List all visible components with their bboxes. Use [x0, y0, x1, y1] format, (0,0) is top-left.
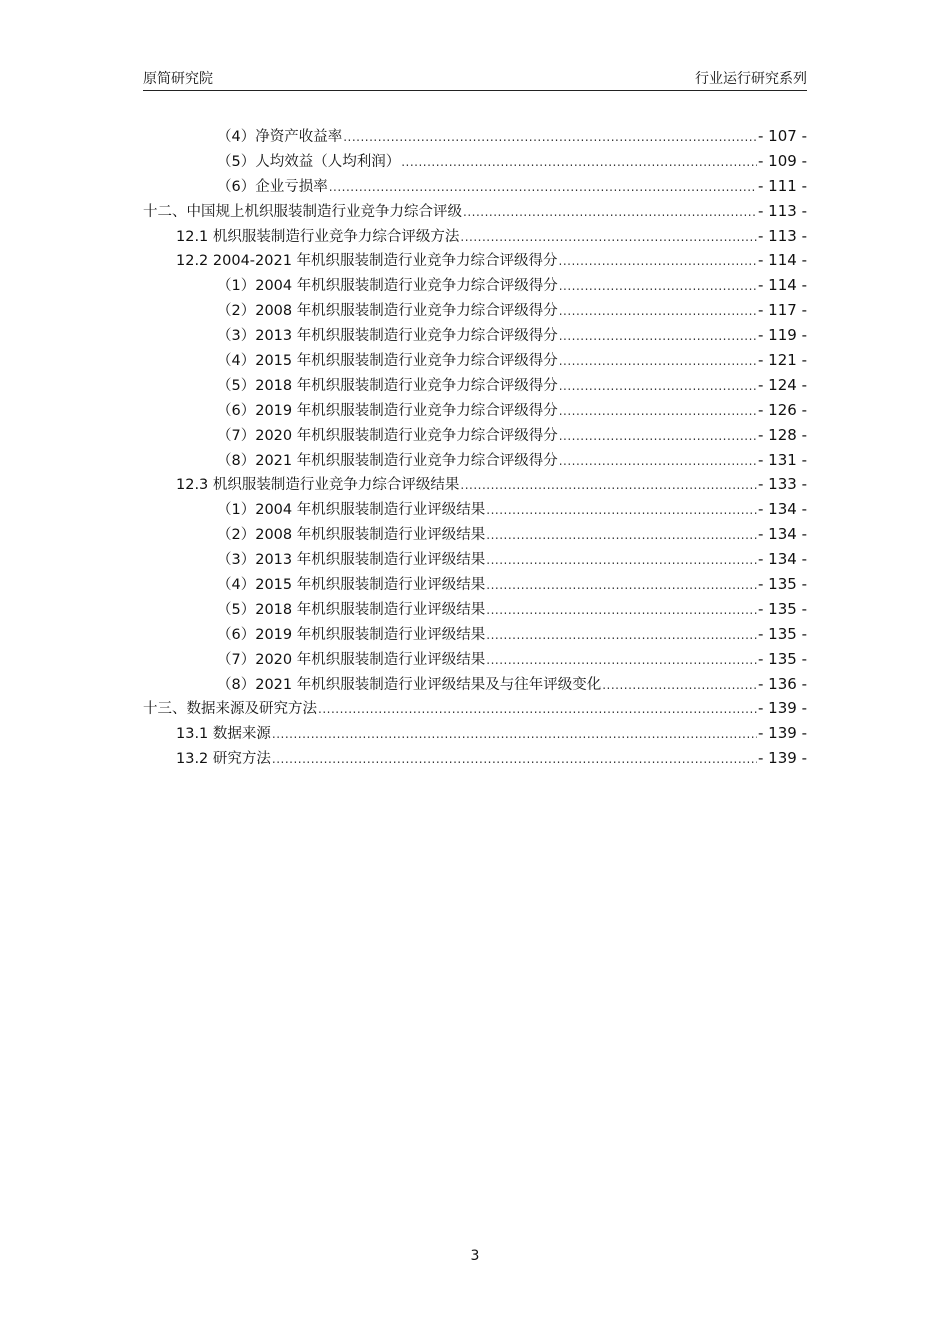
- toc-entry-page: - 126 -: [758, 400, 807, 419]
- toc-entry-page: - 114 -: [758, 251, 807, 270]
- dot-leader: [329, 180, 757, 194]
- toc-entry-title: （8）2021 年机织服装制造行业竞争力综合评级得分: [217, 452, 558, 469]
- toc-entry-page: - 113 -: [758, 226, 807, 245]
- dot-leader: [401, 155, 757, 169]
- toc-entry[interactable]: [143, 175, 807, 200]
- toc-entry-title: 12.1 机织服装制造行业竞争力综合评级方法: [176, 228, 460, 245]
- toc-entry-title: （2）2008 年机织服装制造行业竞争力综合评级得分: [217, 303, 558, 320]
- page-number: 3: [470, 1248, 480, 1264]
- dot-leader: [486, 578, 757, 592]
- dot-leader: [463, 205, 757, 219]
- header-publisher: 原简研究院: [143, 71, 213, 87]
- toc-entry[interactable]: [143, 747, 807, 772]
- dot-leader: [343, 130, 757, 144]
- toc-entry-page: - 135 -: [758, 599, 807, 618]
- dot-leader: [486, 628, 757, 642]
- toc-entry-title: （3）2013 年机织服装制造行业评级结果: [217, 552, 486, 569]
- toc-entry-title: （4）净资产收益率: [217, 129, 343, 145]
- toc-entry[interactable]: [143, 673, 807, 698]
- toc-entry-page: - 117 -: [758, 301, 807, 320]
- toc-entry-title: （5）2018 年机织服装制造行业竞争力综合评级得分: [217, 377, 558, 394]
- toc-entry-page: - 119 -: [758, 326, 807, 345]
- dot-leader: [486, 653, 757, 667]
- toc-entry-page: - 107 -: [758, 127, 807, 145]
- toc-entry-page: - 134 -: [758, 550, 807, 569]
- dot-leader: [559, 254, 757, 268]
- toc-entry-title: （4）2015 年机织服装制造行业竞争力综合评级得分: [217, 353, 558, 370]
- toc-entry-title: （6）企业亏损率: [217, 178, 328, 195]
- toc-entry-title: （6）2019 年机织服装制造行业竞争力综合评级得分: [217, 402, 558, 419]
- toc-entry[interactable]: [143, 374, 807, 399]
- toc-entry[interactable]: [143, 249, 807, 274]
- toc-entry-title: （7）2020 年机织服装制造行业评级结果: [217, 651, 486, 668]
- toc-entry[interactable]: [143, 349, 807, 374]
- toc-entry[interactable]: [143, 274, 807, 299]
- dot-leader: [559, 304, 757, 318]
- toc-entry-page: - 113 -: [758, 201, 807, 220]
- toc-entry-title: （1）2004 年机织服装制造行业竞争力综合评级得分: [217, 278, 558, 295]
- dot-leader: [559, 454, 757, 468]
- dot-leader: [486, 553, 757, 567]
- toc-entry[interactable]: [143, 125, 807, 150]
- toc-entry-title: 12.2 2004-2021 年机织服装制造行业竞争力综合评级得分: [176, 253, 558, 270]
- toc-entry[interactable]: [143, 200, 807, 225]
- toc-entry[interactable]: [143, 473, 807, 498]
- dot-leader: [559, 429, 757, 443]
- toc-entry-title: （8）2021 年机织服装制造行业评级结果及与往年评级变化: [217, 676, 602, 693]
- toc-entry-title: （5）人均效益（人均利润）: [217, 153, 401, 170]
- toc-entry-page: - 135 -: [758, 649, 807, 668]
- toc-entry-page: - 134 -: [758, 525, 807, 544]
- dot-leader: [486, 503, 757, 517]
- dot-leader: [602, 678, 757, 692]
- dot-leader: [559, 279, 757, 293]
- toc-entry-title: （4）2015 年机织服装制造行业评级结果: [217, 577, 486, 594]
- toc-entry-page: - 135 -: [758, 575, 807, 594]
- dot-leader: [272, 727, 757, 741]
- toc-entry-page: - 114 -: [758, 276, 807, 295]
- toc-entry-page: - 134 -: [758, 500, 807, 519]
- toc-entry[interactable]: [143, 623, 807, 648]
- dot-leader: [486, 603, 757, 617]
- toc-entry[interactable]: [143, 697, 807, 722]
- toc-entry[interactable]: [143, 399, 807, 424]
- toc-entry-title: （3）2013 年机织服装制造行业竞争力综合评级得分: [217, 328, 558, 345]
- toc-entry[interactable]: [143, 648, 807, 673]
- toc-entry-title: 12.3 机织服装制造行业竞争力综合评级结果: [176, 477, 460, 494]
- dot-leader: [559, 329, 757, 343]
- toc-entry-page: - 133 -: [758, 475, 807, 494]
- toc-entry-page: - 128 -: [758, 425, 807, 444]
- dot-leader: [559, 354, 757, 368]
- toc-entry-page: - 131 -: [758, 450, 807, 469]
- dot-leader: [460, 230, 757, 244]
- dot-leader: [559, 379, 757, 393]
- toc-entry-page: - 109 -: [758, 151, 807, 170]
- toc-entry-page: - 111 -: [758, 176, 807, 195]
- toc-entry-page: - 139 -: [758, 699, 807, 718]
- toc-entry[interactable]: [143, 548, 807, 573]
- toc-entry-page: - 136 -: [758, 674, 807, 693]
- toc-entry[interactable]: [143, 299, 807, 324]
- toc-entry-page: - 139 -: [758, 724, 807, 743]
- toc-entry-title: 13.1 数据来源: [176, 726, 271, 743]
- toc-entry-title: （1）2004 年机织服装制造行业评级结果: [217, 502, 486, 519]
- dot-leader: [318, 702, 757, 716]
- toc-entry[interactable]: [143, 150, 807, 175]
- toc-entry[interactable]: [143, 449, 807, 474]
- dot-leader: [460, 478, 757, 492]
- toc-entry-title: （7）2020 年机织服装制造行业竞争力综合评级得分: [217, 427, 558, 444]
- toc-entry-page: - 121 -: [758, 351, 807, 370]
- toc-entry-page: - 135 -: [758, 624, 807, 643]
- toc-entry-page: - 124 -: [758, 375, 807, 394]
- toc-entry[interactable]: [143, 523, 807, 548]
- toc-entry[interactable]: [143, 424, 807, 449]
- toc-entry-title: （5）2018 年机织服装制造行业评级结果: [217, 601, 486, 618]
- toc-entry[interactable]: [143, 722, 807, 747]
- toc-entry-title: 十二、中国规上机织服装制造行业竞争力综合评级: [143, 203, 462, 220]
- toc-entry[interactable]: [143, 498, 807, 523]
- toc-entry[interactable]: [143, 225, 807, 250]
- header-series-title: 行业运行研究系列: [695, 71, 807, 87]
- toc-entry[interactable]: [143, 573, 807, 598]
- toc-entry[interactable]: [143, 324, 807, 349]
- dot-leader: [559, 404, 757, 418]
- dot-leader: [272, 752, 757, 766]
- toc-entry-title: 13.2 研究方法: [176, 751, 271, 768]
- toc-entry-page: - 139 -: [758, 749, 807, 768]
- table-of-contents: [143, 125, 807, 772]
- page-header: [143, 66, 807, 91]
- toc-entry-title: 十三、数据来源及研究方法: [143, 701, 317, 718]
- dot-leader: [486, 528, 757, 542]
- toc-entry[interactable]: [143, 598, 807, 623]
- toc-entry-title: （6）2019 年机织服装制造行业评级结果: [217, 626, 486, 643]
- toc-entry-title: （2）2008 年机织服装制造行业评级结果: [217, 527, 486, 544]
